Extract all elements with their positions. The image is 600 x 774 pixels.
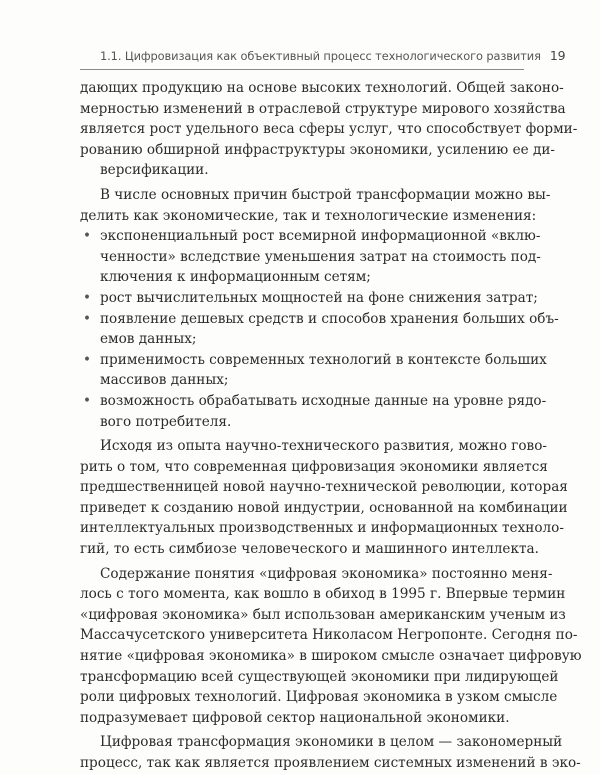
text-line: является рост удельного веса сферы услуг, что способствует форми- xyxy=(80,121,578,138)
paragraph xyxy=(80,732,581,773)
text-line: ключения к информационным сетям; xyxy=(100,269,371,286)
text-line: дающих продукцию на основе высоких технологий. Общей законо- xyxy=(80,80,564,96)
paragraph xyxy=(80,185,551,226)
text-line: вого потребителя. xyxy=(100,413,232,430)
body-text xyxy=(80,78,582,774)
text-line: процесс, так как является проявлением системных изменений в эко- xyxy=(80,755,581,771)
text-line: Содержание понятия «цифровая экономика» постоянно меня- xyxy=(100,565,553,582)
bullet-item xyxy=(80,350,547,391)
text-line: рить о том, что современная цифровизация экономики является xyxy=(80,458,548,475)
text-line: Массачусетского университета Николасом Негропонте. Сегодня по- xyxy=(80,627,578,644)
text-line: приведет к созданию новой индустрии, основанной на комбинации xyxy=(80,499,568,516)
text-line: лось с того момента, как вошло в обиход в 1995 г. Впервые термин xyxy=(80,586,566,603)
text-line: делить как экономические, так и технологические изменения: xyxy=(80,207,537,224)
bullet-item xyxy=(80,391,547,432)
page-number: 19 xyxy=(549,48,566,63)
text-line: «цифровая экономика» был использован американским ученым из xyxy=(80,606,566,623)
header-rule xyxy=(80,69,524,70)
text-line: В числе основных причин быстрой трансформации можно вы- xyxy=(100,186,551,203)
text-line: версификации. xyxy=(100,162,209,179)
text-line: • применимость современных технологий в контексте больших xyxy=(80,350,524,371)
text-line: Цифровая трансформация экономики в целом — закономерный xyxy=(100,734,563,751)
text-line: нятие «цифровая экономика» в широком смысле означает цифровую xyxy=(80,648,582,665)
text-line: роли цифровых технологий. Цифровая экономика в узком смысле xyxy=(80,689,558,706)
text-line: мерностью изменений в отраслевой структуре мирового хозяйства xyxy=(80,100,566,117)
paragraph xyxy=(80,564,582,729)
text-line: трансформацию всей существующей экономики при лидирующей xyxy=(80,668,559,685)
bullet-item xyxy=(80,309,559,350)
text-line: • возможность обрабатывать исходные данные на уровне рядо- xyxy=(80,391,524,412)
text-line: интеллектуальных производственных и информационных техноло- xyxy=(80,520,564,537)
paragraph xyxy=(80,78,578,181)
text-line: ченности» вследствие уменьшения затрат на стоимость под- xyxy=(100,248,541,265)
text-line: • рост вычислительных мощностей на фоне снижения затрат; xyxy=(80,288,524,309)
bullet-item xyxy=(80,288,538,309)
text-line: • появление дешевых средств и способов хранения больших объ- xyxy=(80,309,524,330)
text-line: подразумевает цифровой сектор национальной экономики. xyxy=(80,709,510,726)
text-line: Исходя из опыта научно-технического развития, можно гово- xyxy=(100,438,547,455)
text-line: емов данных; xyxy=(100,331,197,348)
running-head xyxy=(100,48,566,70)
text-line: массивов данных; xyxy=(100,372,229,389)
bullet-item xyxy=(80,226,541,288)
text-line: • экспоненциальный рост всемирной информационной «вклю- xyxy=(80,226,524,247)
paragraph xyxy=(80,436,568,560)
text-line: рованию обширной инфраструктуры экономики, усилению ее ди- xyxy=(80,141,556,158)
text-line: предшественницей новой научно-технической революции, которая xyxy=(80,479,568,496)
text-line: гий, то есть симбиозе человеческого и машинного интеллекта. xyxy=(80,541,539,558)
chapter-title: 1.1. Цифровизация как объективный процесс технологического развития xyxy=(100,49,541,63)
